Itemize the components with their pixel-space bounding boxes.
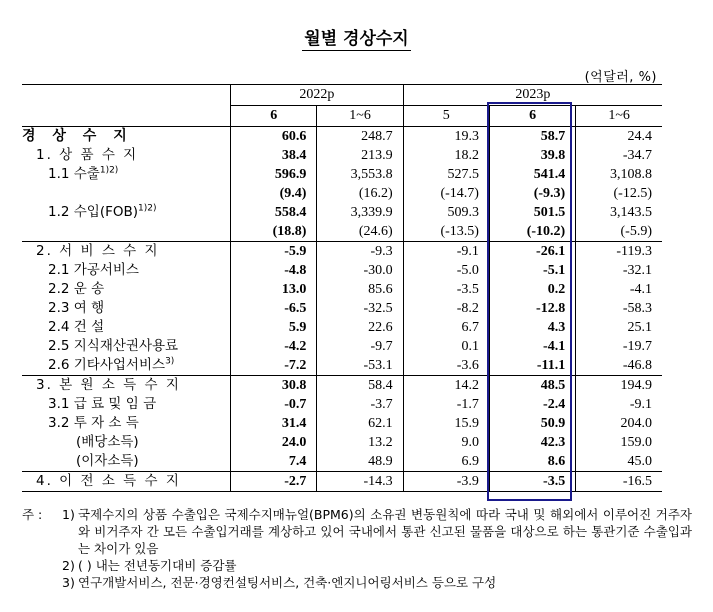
cell-value: -5.0 (403, 261, 489, 280)
row-label: 3.2 투 자 소 득 (48, 415, 139, 431)
cell-value: 194.9 (576, 376, 662, 396)
row-label: 2. 서 비 스 수 지 (22, 242, 231, 262)
row-label: 1.2 수입(FOB)$^{1)2)}$ (48, 203, 157, 220)
row-label: 3.1 급 료 및 임 금 (48, 396, 157, 412)
cell-value: 62.1 (317, 414, 403, 433)
cell-value: 6.7 (403, 318, 489, 337)
row-label: 1.1 수출$^{1)2)}$ (48, 165, 119, 182)
cell-value: -4.2 (231, 337, 317, 356)
header-row-months (22, 106, 662, 127)
cell-value: -0.7 (231, 395, 317, 414)
cell-value: (24.6) (317, 222, 403, 242)
cell-value: 14.2 (403, 376, 489, 396)
cell-value: (-14.7) (403, 184, 489, 203)
cell-value: -4.1 (489, 337, 575, 356)
row-label: 2.1 가공서비스 (48, 262, 139, 278)
table-row (22, 184, 662, 203)
table-row (22, 356, 662, 376)
cell-value: -4.1 (576, 280, 662, 299)
header-col: 6 (489, 106, 575, 127)
note-key: 3) (62, 575, 75, 590)
table-row (22, 472, 662, 492)
cell-value: 24.4 (576, 127, 662, 147)
cell-value: 596.9 (231, 165, 317, 184)
cell-value: 25.1 (576, 318, 662, 337)
cell-value: 4.3 (489, 318, 575, 337)
cell-value: 50.9 (489, 414, 575, 433)
cell-value: 45.0 (576, 452, 662, 472)
page-title: 월별 경상수지 (304, 29, 409, 49)
cell-value: 159.0 (576, 433, 662, 452)
cell-value: -5.9 (231, 242, 317, 262)
table-row (22, 337, 662, 356)
note-key: 1) (62, 507, 75, 522)
cell-value: -58.3 (576, 299, 662, 318)
cell-value: -16.5 (576, 472, 662, 492)
note-prefix: 주 : (22, 507, 43, 522)
cell-value: 13.2 (317, 433, 403, 452)
cell-value: 58.7 (489, 127, 575, 147)
cell-value: (16.2) (317, 184, 403, 203)
table-row (22, 222, 662, 242)
cell-value: 19.3 (403, 127, 489, 147)
row-label (22, 184, 231, 203)
cell-value: -3.6 (403, 356, 489, 376)
table-row (22, 203, 662, 222)
cell-value: 3,553.8 (317, 165, 403, 184)
cell-value: 39.8 (489, 146, 575, 165)
header-col: 5 (403, 106, 489, 127)
row-label: 2.2 운 송 (48, 281, 105, 297)
row-label-footnote: 1)2) (99, 165, 119, 176)
header-year-2023: 2023p (403, 85, 662, 106)
cell-value: 527.5 (403, 165, 489, 184)
row-label: 2.3 여 행 (48, 300, 105, 316)
cell-value: -3.5 (403, 280, 489, 299)
cell-value: 15.9 (403, 414, 489, 433)
header-row-years (22, 85, 662, 106)
cell-value: -32.5 (317, 299, 403, 318)
cell-value: -2.4 (489, 395, 575, 414)
cell-value: -26.1 (489, 242, 575, 262)
cell-value: (-13.5) (403, 222, 489, 242)
row-label: (이자소득) (76, 453, 139, 469)
row-label-footnote: 1)2) (138, 203, 157, 214)
row-label (22, 222, 231, 242)
header-col: 1~6 (317, 106, 403, 127)
cell-value: (-12.5) (576, 184, 662, 203)
table-row (22, 395, 662, 414)
cell-value: (-5.9) (576, 222, 662, 242)
cell-value: 60.6 (231, 127, 317, 147)
cell-value: 13.0 (231, 280, 317, 299)
row-label: (배당소득) (76, 434, 139, 450)
cell-value: (18.8) (231, 222, 317, 242)
footnote-1 (22, 506, 692, 557)
note-text: ( ) 내는 전년동기대비 증감률 (78, 558, 237, 573)
cell-value: (-10.2) (489, 222, 575, 242)
cell-value: 501.5 (489, 203, 575, 222)
table-row (22, 299, 662, 318)
row-label: 3. 본 원 소 득 수 지 (22, 376, 231, 396)
unit-label: (억달러, %) (584, 70, 657, 85)
cell-value: -30.0 (317, 261, 403, 280)
cell-value: 558.4 (231, 203, 317, 222)
cell-value: 18.2 (403, 146, 489, 165)
cell-value: 0.1 (403, 337, 489, 356)
cell-value: (-9.3) (489, 184, 575, 203)
cell-value: 48.5 (489, 376, 575, 396)
header-col: 6 (231, 106, 317, 127)
cell-value: 48.9 (317, 452, 403, 472)
cell-value: -11.1 (489, 356, 575, 376)
cell-value: -8.2 (403, 299, 489, 318)
row-label: 1. 상 품 수 지 (36, 147, 139, 163)
footnote-3 (22, 574, 692, 591)
cell-value: 22.6 (317, 318, 403, 337)
cell-value: 248.7 (317, 127, 403, 147)
cell-value: -6.5 (231, 299, 317, 318)
table-row (22, 146, 662, 165)
footnote-2 (22, 557, 692, 574)
table-row (22, 280, 662, 299)
cell-value: -5.1 (489, 261, 575, 280)
cell-value: 7.4 (231, 452, 317, 472)
cell-value: -9.1 (576, 395, 662, 414)
row-label: 4. 이 전 소 득 수 지 (22, 472, 231, 492)
cell-value: -4.8 (231, 261, 317, 280)
row-label: 2.5 지식재산권사용료 (48, 338, 179, 354)
cell-value: -3.5 (489, 472, 575, 492)
note-text: 국제수지의 상품 수출입은 국제수지매뉴얼(BPM6)의 소유권 변동원칙에 따라 국내 및 해외에서 이루어진 거주자와 비거주자 간 모든 수출입거래를 계상하고 있어 국내에서 통관 신고된 물품을 대상으로 하는 통관기준 수출입과는 차이가 있음 (78, 507, 692, 556)
cell-value: -19.7 (576, 337, 662, 356)
cell-value: -46.8 (576, 356, 662, 376)
header-year-2022: 2022p (231, 85, 404, 106)
table-row (22, 376, 662, 396)
cell-value: -14.3 (317, 472, 403, 492)
cell-value: 38.4 (231, 146, 317, 165)
current-account-table (22, 84, 662, 492)
table-row (22, 165, 662, 184)
cell-value: -9.1 (403, 242, 489, 262)
cell-value: 213.9 (317, 146, 403, 165)
cell-value: 509.3 (403, 203, 489, 222)
row-label-footnote: 3) (165, 356, 175, 367)
row-label: 경 상 수 지 (22, 127, 231, 147)
header-col: 1~6 (576, 106, 662, 127)
cell-value: 24.0 (231, 433, 317, 452)
cell-value: 3,143.5 (576, 203, 662, 222)
cell-value: 204.0 (576, 414, 662, 433)
row-label: 2.6 기타사업서비스$^{3)}$ (48, 356, 175, 373)
cell-value: -3.7 (317, 395, 403, 414)
table-row (22, 452, 662, 472)
table-row (22, 127, 662, 147)
cell-value: -7.2 (231, 356, 317, 376)
footnotes (22, 506, 692, 591)
table-row (22, 414, 662, 433)
cell-value: 85.6 (317, 280, 403, 299)
cell-value: 30.8 (231, 376, 317, 396)
cell-value: -2.7 (231, 472, 317, 492)
cell-value: 31.4 (231, 414, 317, 433)
table-row (22, 433, 662, 452)
cell-value: 6.9 (403, 452, 489, 472)
cell-value: 3,108.8 (576, 165, 662, 184)
cell-value: -3.9 (403, 472, 489, 492)
table-row (22, 242, 662, 262)
note-text: 연구개발서비스, 전문·경영컨설팅서비스, 건축·엔지니어링서비스 등으로 구성 (78, 575, 497, 590)
cell-value: -32.1 (576, 261, 662, 280)
cell-value: 0.2 (489, 280, 575, 299)
cell-value: 8.6 (489, 452, 575, 472)
cell-value: -9.7 (317, 337, 403, 356)
note-key: 2) (62, 558, 75, 573)
cell-value: 42.3 (489, 433, 575, 452)
cell-value: 58.4 (317, 376, 403, 396)
cell-value: 9.0 (403, 433, 489, 452)
cell-value: -53.1 (317, 356, 403, 376)
cell-value: -12.8 (489, 299, 575, 318)
cell-value: 5.9 (231, 318, 317, 337)
cell-value: (9.4) (231, 184, 317, 203)
cell-value: 541.4 (489, 165, 575, 184)
cell-value: 3,339.9 (317, 203, 403, 222)
table-row (22, 261, 662, 280)
row-label: 2.4 건 설 (48, 319, 105, 335)
cell-value: -34.7 (576, 146, 662, 165)
cell-value: -9.3 (317, 242, 403, 262)
cell-value: -1.7 (403, 395, 489, 414)
table-row (22, 318, 662, 337)
cell-value: -119.3 (576, 242, 662, 262)
